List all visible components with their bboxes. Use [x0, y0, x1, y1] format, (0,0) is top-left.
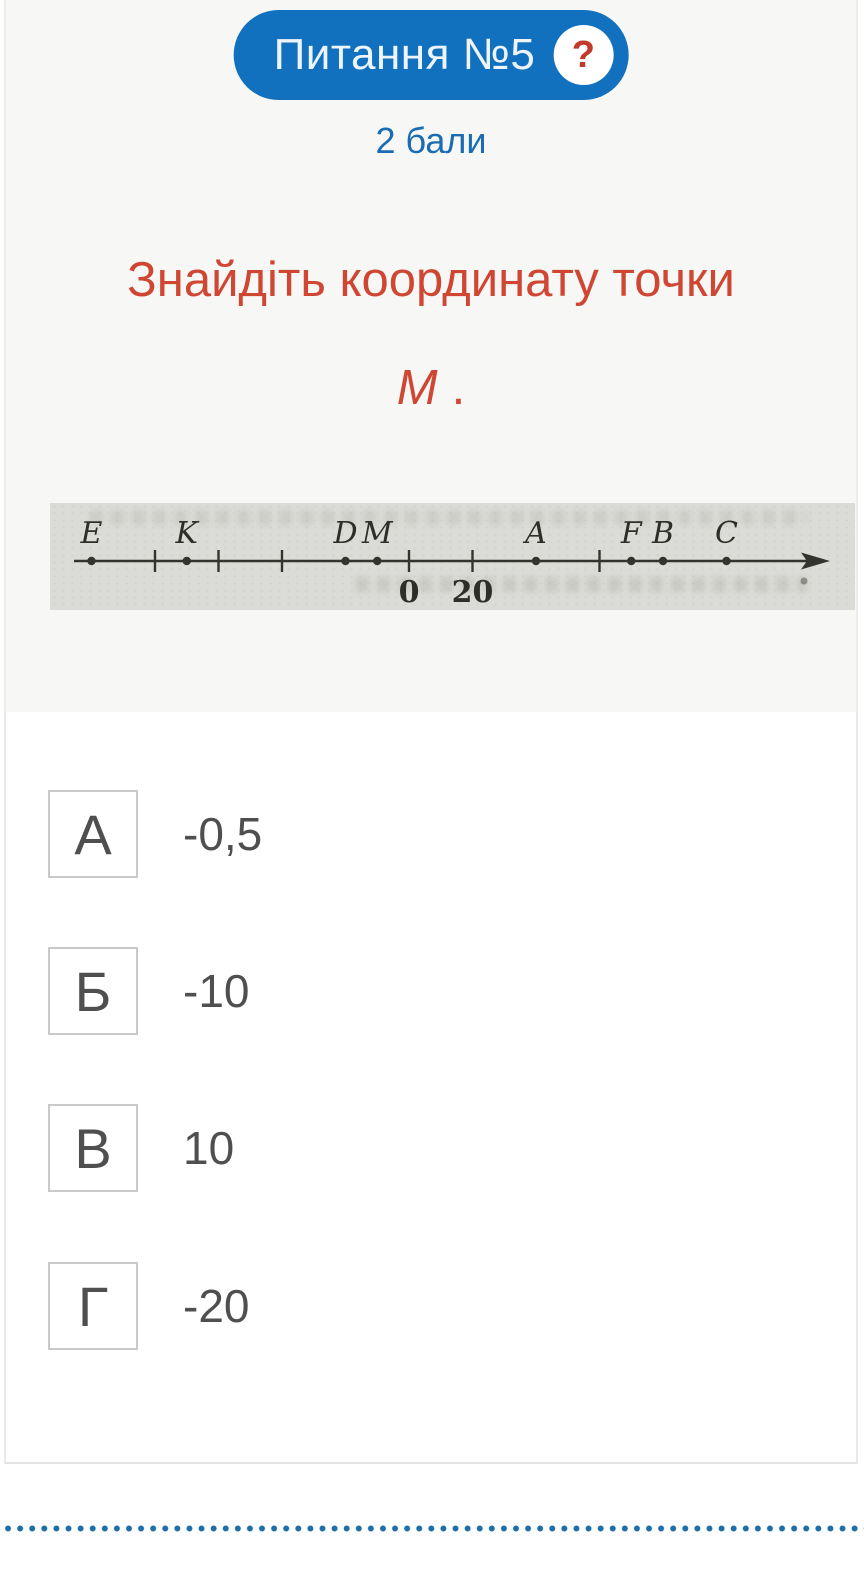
answers-section — [4, 712, 858, 1464]
question-number-label: Питання №5 — [273, 30, 536, 79]
number-line-svg — [50, 503, 855, 610]
option-letter-box[interactable] — [48, 947, 138, 1035]
svg-text:B: B — [651, 516, 675, 551]
option-letter: Б — [74, 959, 112, 1023]
help-icon[interactable]: ? — [553, 25, 613, 85]
question-section — [4, 0, 858, 712]
svg-text:0: 0 — [398, 575, 420, 610]
svg-text:C: C — [715, 516, 738, 551]
option-letter-box[interactable] — [48, 1104, 138, 1192]
question-number-badge — [234, 10, 629, 100]
question-text-line2 — [6, 360, 856, 416]
dotted-divider — [0, 1524, 864, 1533]
option-letter: В — [74, 1116, 112, 1180]
svg-text:20: 20 — [451, 575, 494, 610]
option-row-b[interactable] — [48, 947, 249, 1035]
option-letter: А — [74, 802, 112, 866]
svg-text:A: A — [525, 516, 547, 551]
option-row-v[interactable] — [48, 1104, 234, 1192]
svg-text:D: D — [333, 516, 358, 551]
svg-text:K: K — [175, 516, 198, 551]
option-letter: Г — [77, 1274, 109, 1338]
svg-text:E: E — [80, 516, 103, 551]
svg-text:F: F — [620, 516, 642, 551]
number-line-figure — [50, 503, 855, 610]
option-value: 10 — [183, 1122, 235, 1174]
option-value: -0,5 — [183, 808, 263, 860]
option-row-g[interactable] — [48, 1262, 249, 1350]
option-row-a[interactable] — [48, 790, 262, 878]
svg-text:M: M — [361, 516, 393, 551]
option-letter-box[interactable] — [48, 790, 138, 878]
question-period: . — [451, 361, 466, 415]
question-text-line1: Знайдіть координату точки — [127, 253, 735, 307]
points-label: 2 бали — [375, 120, 487, 161]
option-letter-box[interactable] — [48, 1262, 138, 1350]
option-value: -20 — [183, 1280, 250, 1332]
question-point-letter: М — [396, 361, 438, 415]
option-value: -10 — [183, 965, 250, 1017]
